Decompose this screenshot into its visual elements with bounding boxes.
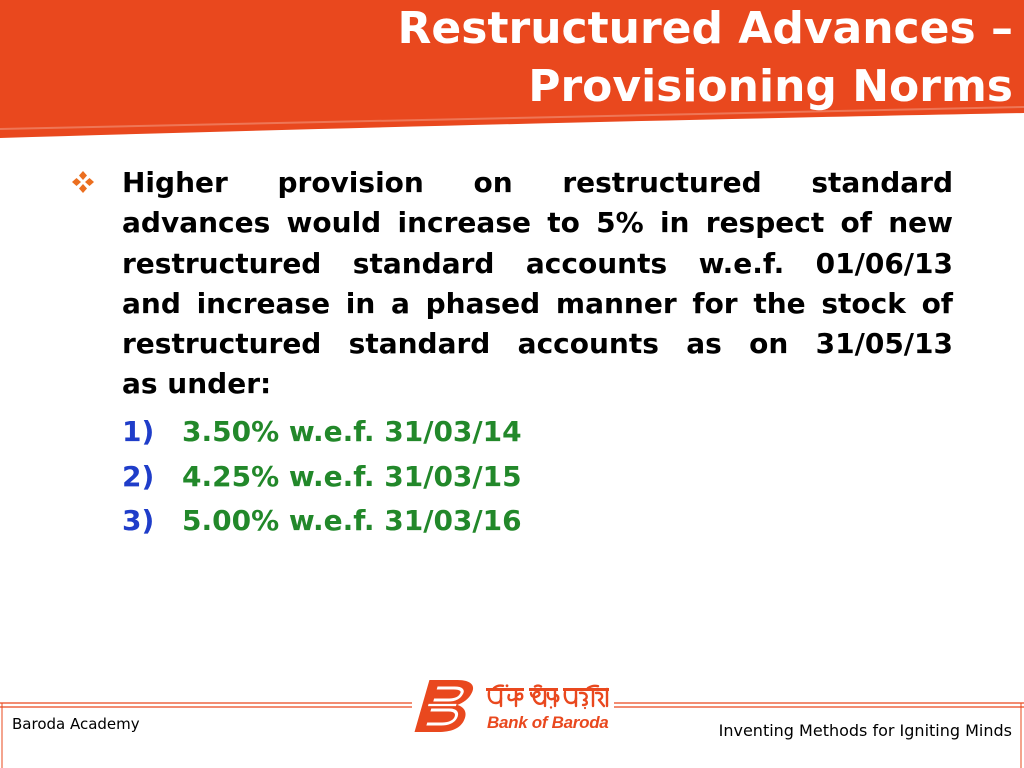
bank-of-baroda-emblem-icon xyxy=(414,678,478,734)
paragraph-line: advances would increase to 5% in respect of new xyxy=(122,206,953,240)
paragraph-line: and increase in a phased manner for the stock of xyxy=(122,286,953,320)
footer-tagline: Inventing Methods for Igniting Minds xyxy=(718,721,1012,740)
slide-title-line: Restructured Advances – xyxy=(397,3,1013,54)
schedule-item-text: 4.25% w.e.f. 31/03/15 xyxy=(182,459,522,493)
paragraph-line: restructured standard accounts w.e.f. 01/06/13 xyxy=(122,246,953,280)
slide-title xyxy=(300,0,1013,116)
schedule-item-number: 1) xyxy=(122,415,155,448)
footer-left-text: Baroda Academy xyxy=(12,715,140,733)
schedule-item xyxy=(122,455,822,500)
schedule-item xyxy=(122,499,822,544)
schedule-item-number: 3) xyxy=(122,504,155,537)
paragraph-line: as under: xyxy=(122,367,272,401)
paragraph-line: Higher provision on restructured standard xyxy=(122,166,953,199)
four-diamonds-bullet-icon xyxy=(72,171,94,193)
provision-schedule-list xyxy=(122,410,822,544)
schedule-item-text: 3.50% w.e.f. 31/03/14 xyxy=(182,415,522,448)
schedule-item-text: 5.00% w.e.f. 31/03/16 xyxy=(182,504,522,537)
paragraph-line: restructured standard accounts as on 31/05/13 xyxy=(122,327,953,361)
schedule-item-number: 2) xyxy=(122,459,155,493)
slide-title-line: Provisioning Norms xyxy=(528,61,1013,112)
bank-of-baroda-wordmark: Bank of Baroda xyxy=(487,713,609,732)
schedule-item xyxy=(122,410,822,455)
bank-of-baroda-logo xyxy=(412,676,614,736)
hindi-wordmark xyxy=(486,684,610,710)
bullet-paragraph xyxy=(122,163,953,405)
